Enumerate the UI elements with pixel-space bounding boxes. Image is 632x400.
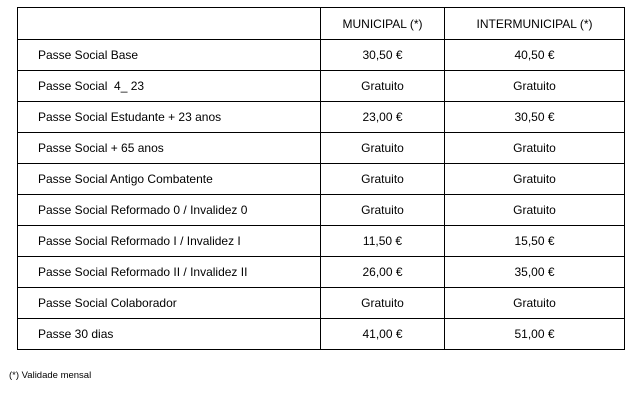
pass-name-cell: Passe Social Reformado 0 / Invalidez 0 xyxy=(18,195,321,226)
table-row xyxy=(18,195,625,226)
pass-name-cell: Passe Social Reformado II / Invalidez II xyxy=(18,257,321,288)
municipal-price-cell: Gratuito xyxy=(321,164,445,195)
intermunicipal-price-cell: Gratuito xyxy=(445,164,625,195)
municipal-price-cell: Gratuito xyxy=(321,195,445,226)
pass-name-cell: Passe 30 dias xyxy=(18,319,321,350)
table-row xyxy=(18,71,625,102)
header-empty-cell xyxy=(18,8,321,40)
intermunicipal-price-cell: Gratuito xyxy=(445,133,625,164)
table-row xyxy=(18,133,625,164)
intermunicipal-price-cell: 35,00 € xyxy=(445,257,625,288)
intermunicipal-price-cell: 15,50 € xyxy=(445,226,625,257)
footnote: (*) Validade mensal xyxy=(9,370,92,381)
intermunicipal-price-cell: 51,00 € xyxy=(445,319,625,350)
header-municipal: MUNICIPAL (*) xyxy=(321,8,445,40)
pass-name-cell: Passe Social Reformado I / Invalidez I xyxy=(18,226,321,257)
pass-name-cell: Passe Social 4_ 23 xyxy=(18,71,321,102)
table-row xyxy=(18,102,625,133)
municipal-price-cell: Gratuito xyxy=(321,133,445,164)
municipal-price-cell: 26,00 € xyxy=(321,257,445,288)
municipal-price-cell: 30,50 € xyxy=(321,40,445,71)
pass-name-cell: Passe Social Antigo Combatente xyxy=(18,164,321,195)
pass-name-cell: Passe Social + 65 anos xyxy=(18,133,321,164)
intermunicipal-price-cell: 30,50 € xyxy=(445,102,625,133)
header-intermunicipal: INTERMUNICIPAL (*) xyxy=(445,8,625,40)
table-row xyxy=(18,319,625,350)
table-row xyxy=(18,288,625,319)
municipal-price-cell: 23,00 € xyxy=(321,102,445,133)
municipal-price-cell: 11,50 € xyxy=(321,226,445,257)
municipal-price-cell: Gratuito xyxy=(321,71,445,102)
municipal-price-cell: 41,00 € xyxy=(321,319,445,350)
intermunicipal-price-cell: Gratuito xyxy=(445,195,625,226)
price-table xyxy=(17,7,625,350)
table-row xyxy=(18,257,625,288)
pass-name-cell: Passe Social Base xyxy=(18,40,321,71)
intermunicipal-price-cell: 40,50 € xyxy=(445,40,625,71)
table-row xyxy=(18,226,625,257)
header-row xyxy=(18,8,625,40)
table-row xyxy=(18,40,625,71)
pass-name-cell: Passe Social Estudante + 23 anos xyxy=(18,102,321,133)
pass-name-cell: Passe Social Colaborador xyxy=(18,288,321,319)
table-row xyxy=(18,164,625,195)
municipal-price-cell: Gratuito xyxy=(321,288,445,319)
intermunicipal-price-cell: Gratuito xyxy=(445,288,625,319)
intermunicipal-price-cell: Gratuito xyxy=(445,71,625,102)
